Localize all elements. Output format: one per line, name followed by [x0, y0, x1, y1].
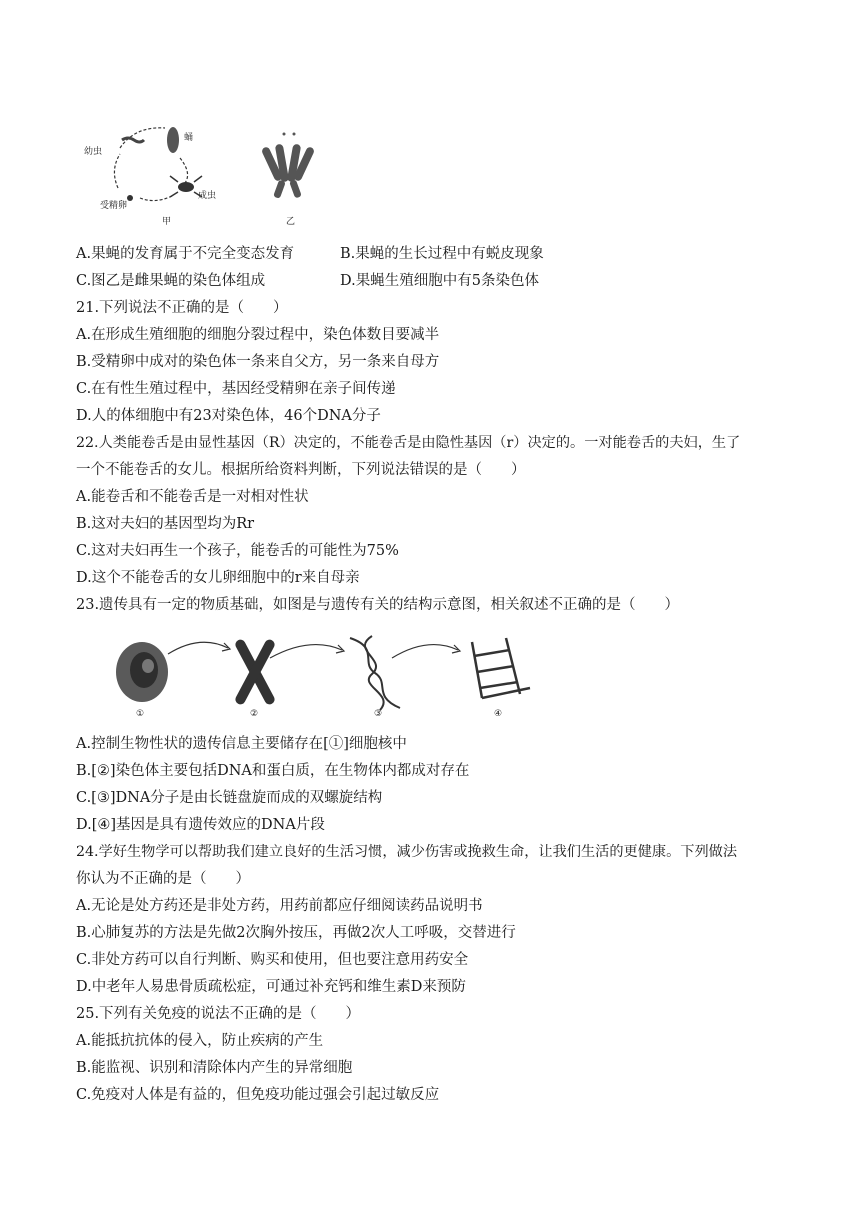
gene-segment-icon — [472, 638, 530, 698]
q24-option-d: D.中老年人易患骨质疏松症，可通过补充钙和维生素D来预防 — [76, 979, 466, 995]
dna-helix-icon — [350, 636, 400, 710]
q20-option-b: B.果蝇的生长过程中有蜕皮现象 — [340, 246, 544, 262]
q21-option-d: D.人的体细胞中有23对染色体，46个DNA分子 — [76, 408, 381, 424]
cell-nucleus-icon — [116, 642, 168, 702]
chromosome-icon — [234, 638, 277, 706]
q24-option-c: C.非处方药可以自行判断、购买和使用，但也要注意用药安全 — [76, 952, 469, 968]
q23-option-b: B.[②]染色体主要包括DNA和蛋白质，在生物体内都成对存在 — [76, 763, 470, 779]
q25-stem: 25.下列有关免疫的说法不正确的是（ ） — [76, 1006, 361, 1022]
q25-option-c: C.免疫对人体是有益的，但免疫功能过强会引起过敏反应 — [76, 1087, 440, 1103]
figure-label-4: ④ — [494, 709, 503, 719]
q22-stem-line1: 22.人类能卷舌是由显性基因（R）决定的，不能卷舌是由隐性基因（r）决定的。一对能卷舌的夫妇，生了 — [76, 435, 741, 451]
chromosome-set-icon — [261, 133, 315, 199]
label-adult: 成虫 — [198, 191, 217, 201]
fruit-fly-figure — [80, 118, 320, 230]
zygote-icon — [127, 195, 133, 201]
label-pupa: 蛹 — [184, 133, 194, 143]
q23-option-a: A.控制生物性状的遗传信息主要储存在[①]细胞核中 — [76, 736, 407, 752]
q24-stem-line2: 你认为不正确的是（ ） — [76, 871, 250, 887]
q22-option-a: A.能卷舌和不能卷舌是一对相对性状 — [76, 489, 309, 505]
q22-stem-line2: 一个不能卷舌的女儿。根据所给资料判断，下列说法错误的是（ ） — [76, 462, 526, 478]
q20-option-a: A.果蝇的发育属于不完全变态发育 — [76, 246, 295, 262]
label-larva: 幼虫 — [84, 147, 103, 157]
heredity-structure-figure — [110, 628, 550, 720]
q24-option-a: A.无论是处方药还是非处方药，用药前都应仔细阅读药品说明书 — [76, 898, 483, 914]
q22-option-d: D.这个不能卷舌的女儿卵细胞中的r来自母亲 — [76, 570, 360, 586]
q25-option-b: B.能监视、识别和清除体内产生的异常细胞 — [76, 1060, 353, 1076]
figure-label-3: ③ — [374, 709, 383, 719]
q21-option-c: C.在有性生殖过程中，基因经受精卵在亲子间传递 — [76, 381, 396, 397]
label-zygote: 受精卵 — [100, 201, 128, 211]
figure-label-2: ② — [250, 709, 259, 719]
q24-option-b: B.心肺复苏的方法是先做2次胸外按压，再做2次人工呼吸，交替进行 — [76, 925, 516, 941]
label-panel-b: 乙 — [286, 217, 296, 227]
q24-stem-line1: 24.学好生物学可以帮助我们建立良好的生活习惯，减少伤害或挽救生命，让我们生活的更健康。下列做法 — [76, 844, 738, 860]
q25-option-a: A.能抵抗抗体的侵入，防止疾病的产生 — [76, 1033, 324, 1049]
larva-icon — [122, 138, 144, 142]
q20-option-d: D.果蝇生殖细胞中有5条染色体 — [340, 273, 539, 289]
figure-label-1: ① — [136, 709, 145, 719]
q23-option-d: D.[④]基因是具有遗传效应的DNA片段 — [76, 817, 325, 833]
q22-option-c: C.这对夫妇再生一个孩子，能卷舌的可能性为75% — [76, 543, 399, 559]
q21-stem: 21.下列说法不正确的是（ ） — [76, 300, 288, 316]
q23-stem: 23.遗传具有一定的物质基础，如图是与遗传有关的结构示意图，相关叙述不正确的是（ ） — [76, 597, 680, 613]
q21-option-a: A.在形成生殖细胞的细胞分裂过程中，染色体数目要减半 — [76, 327, 440, 343]
label-panel-a: 甲 — [162, 217, 172, 227]
q21-option-b: B.受精卵中成对的染色体一条来自父方，另一条来自母方 — [76, 354, 440, 370]
q20-option-c: C.图乙是雌果蝇的染色体组成 — [76, 273, 266, 289]
q22-option-b: B.这对夫妇的基因型均为Rr — [76, 516, 255, 532]
q23-option-c: C.[③]DNA分子是由长链盘旋而成的双螺旋结构 — [76, 790, 383, 806]
pupa-icon — [167, 127, 179, 153]
